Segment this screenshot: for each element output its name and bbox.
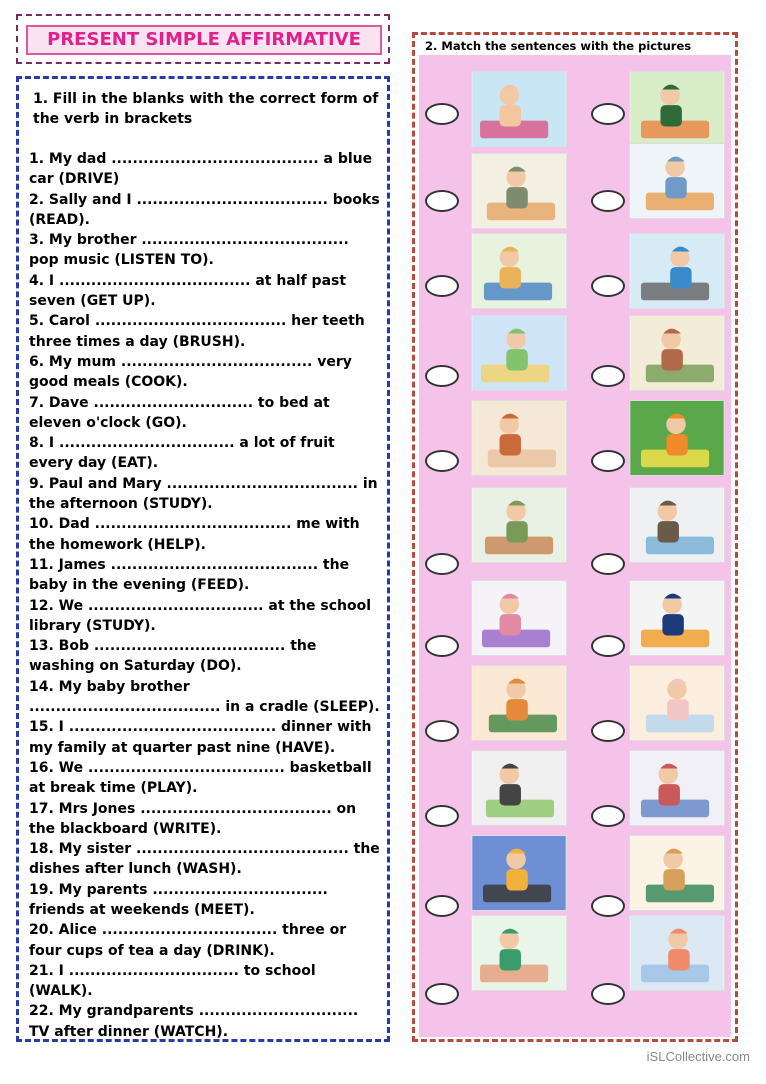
matching-area: [419, 55, 731, 1037]
exercise-item-13: 13. Bob .................................... the washing on Saturday (DO).: [29, 638, 317, 675]
answer-circle-left-6[interactable]: [425, 553, 459, 575]
exercise-item-1: 1. My dad ....................................... a blue car (DRIVE): [29, 151, 373, 188]
exercise-1-panel: [16, 76, 390, 1042]
answer-circle-right-2[interactable]: [591, 190, 625, 212]
answer-circle-right-3[interactable]: [591, 275, 625, 297]
teacher-blackboard-picture: [629, 71, 725, 147]
answer-circle-left-4[interactable]: [425, 365, 459, 387]
exercise-1-items: [29, 149, 381, 1042]
answer-circle-right-11[interactable]: [591, 983, 625, 1005]
grandfather-helping-homework-picture: [471, 487, 567, 563]
answer-circle-right-1[interactable]: [591, 103, 625, 125]
title-box: [16, 14, 390, 64]
woman-cooking-picture: [471, 153, 567, 229]
exercise-item-2: 2. Sally and I .................................... books (READ).: [29, 191, 380, 228]
exercise-item-21: 21. I ................................ to school (WALK).: [29, 962, 316, 1000]
exercise-item-17: 17. Mrs Jones .................................... on the blackboard (WRITE).: [29, 800, 357, 837]
mother-reading-with-child-picture: [471, 400, 567, 476]
answer-circle-right-4[interactable]: [591, 365, 625, 387]
answer-circle-left-5[interactable]: [425, 450, 459, 472]
family-dinner-picture: [471, 835, 567, 911]
answer-circle-right-8[interactable]: [591, 720, 625, 742]
children-studying-picture: [471, 233, 567, 309]
exercise-item-15: 15. I ....................................... dinner with my family at quarter past nine (HAVE).: [29, 719, 372, 756]
answer-circle-left-2[interactable]: [425, 190, 459, 212]
exercise-2-instruction: 2. Match the sentences with the pictures: [425, 39, 692, 53]
answer-circle-left-11[interactable]: [425, 983, 459, 1005]
girl-eating-picture: [471, 580, 567, 656]
answer-circle-left-1[interactable]: [425, 103, 459, 125]
page-title: PRESENT SIMPLE AFFIRMATIVE: [26, 25, 382, 55]
answer-circle-left-7[interactable]: [425, 635, 459, 657]
exercise-item-10: 10. Dad ..................................... me with the homework (HELP).: [29, 516, 360, 553]
answer-circle-right-5[interactable]: [591, 450, 625, 472]
answer-circle-right-9[interactable]: [591, 805, 625, 827]
basketball-hoop-picture: [629, 400, 725, 476]
exercise-item-4: 4. I .................................... at half past seven (GET UP).: [29, 272, 347, 310]
footer-watermark: iSLCollective.com: [646, 1049, 750, 1064]
boy-walking-to-school-picture: [629, 580, 725, 656]
boy-listening-music-picture: [471, 750, 567, 826]
friends-meeting-picture: [629, 750, 725, 826]
boy-sleeping-picture: [471, 315, 567, 391]
exercise-item-19: 19. My parents ................................. friends at weekends (MEET).: [29, 881, 328, 918]
answer-circle-right-10[interactable]: [591, 895, 625, 917]
exercise-item-7: 7. Dave .............................. to bed at eleven o'clock (GO).: [29, 394, 330, 431]
answer-circle-left-8[interactable]: [425, 720, 459, 742]
exercise-item-5: 5. Carol .................................... her teeth three times a day (BRUSH).: [29, 313, 365, 350]
exercise-item-22: 22. My grandparents .............................. TV after dinner (WATCH).: [29, 1003, 359, 1040]
exercise-item-6: 6. My mum .................................... very good meals (COOK).: [29, 353, 352, 391]
answer-circle-left-9[interactable]: [425, 805, 459, 827]
exercise-item-16: 16. We ..................................... basketball at break time (PLAY).: [29, 759, 372, 797]
exercise-item-3: 3. My brother ....................................... pop music (LISTEN TO).: [29, 232, 349, 269]
exercise-item-8: 8. I ................................. a lot of fruit every day (EAT).: [29, 435, 335, 472]
baby-in-cradle-picture: [629, 665, 725, 741]
exercise-item-20: 20. Alice ................................. three or four cups of tea a day (DRINK).: [29, 922, 347, 959]
boy-eating-picture: [471, 665, 567, 741]
answer-circle-left-3[interactable]: [425, 275, 459, 297]
answer-circle-right-7[interactable]: [591, 635, 625, 657]
exercise-item-14: 14. My baby brother .................................... in a cradle (SLEEP).: [29, 678, 380, 716]
family-feeding-baby-picture: [629, 315, 725, 391]
woman-brushing-teeth-picture: [471, 71, 567, 147]
answer-circle-right-6[interactable]: [591, 553, 625, 575]
exercise-1-instruction: 1. Fill in the blanks with the correct form of the verb in brackets: [33, 91, 379, 127]
man-doing-washing-picture: [629, 143, 725, 219]
exercise-item-18: 18. My sister ........................................ the dishes after lunch (WASH).: [29, 841, 380, 878]
exercise-2-panel: [412, 32, 738, 1042]
exercise-item-9: 9. Paul and Mary .................................... in the afternoon (STUDY).: [29, 475, 378, 513]
woman-drinking-tea-picture: [471, 915, 567, 991]
exercise-item-12: 12. We ................................. at the school library (STUDY).: [29, 597, 372, 634]
exercise-item-11: 11. James ....................................... the baby in the evening (FEED).: [29, 556, 350, 594]
girl-washing-dishes-picture: [629, 915, 725, 991]
blue-car-picture: [629, 233, 725, 309]
answer-circle-left-10[interactable]: [425, 895, 459, 917]
children-reading-books-picture: [629, 835, 725, 911]
grandparents-watching-tv-picture: [629, 487, 725, 563]
